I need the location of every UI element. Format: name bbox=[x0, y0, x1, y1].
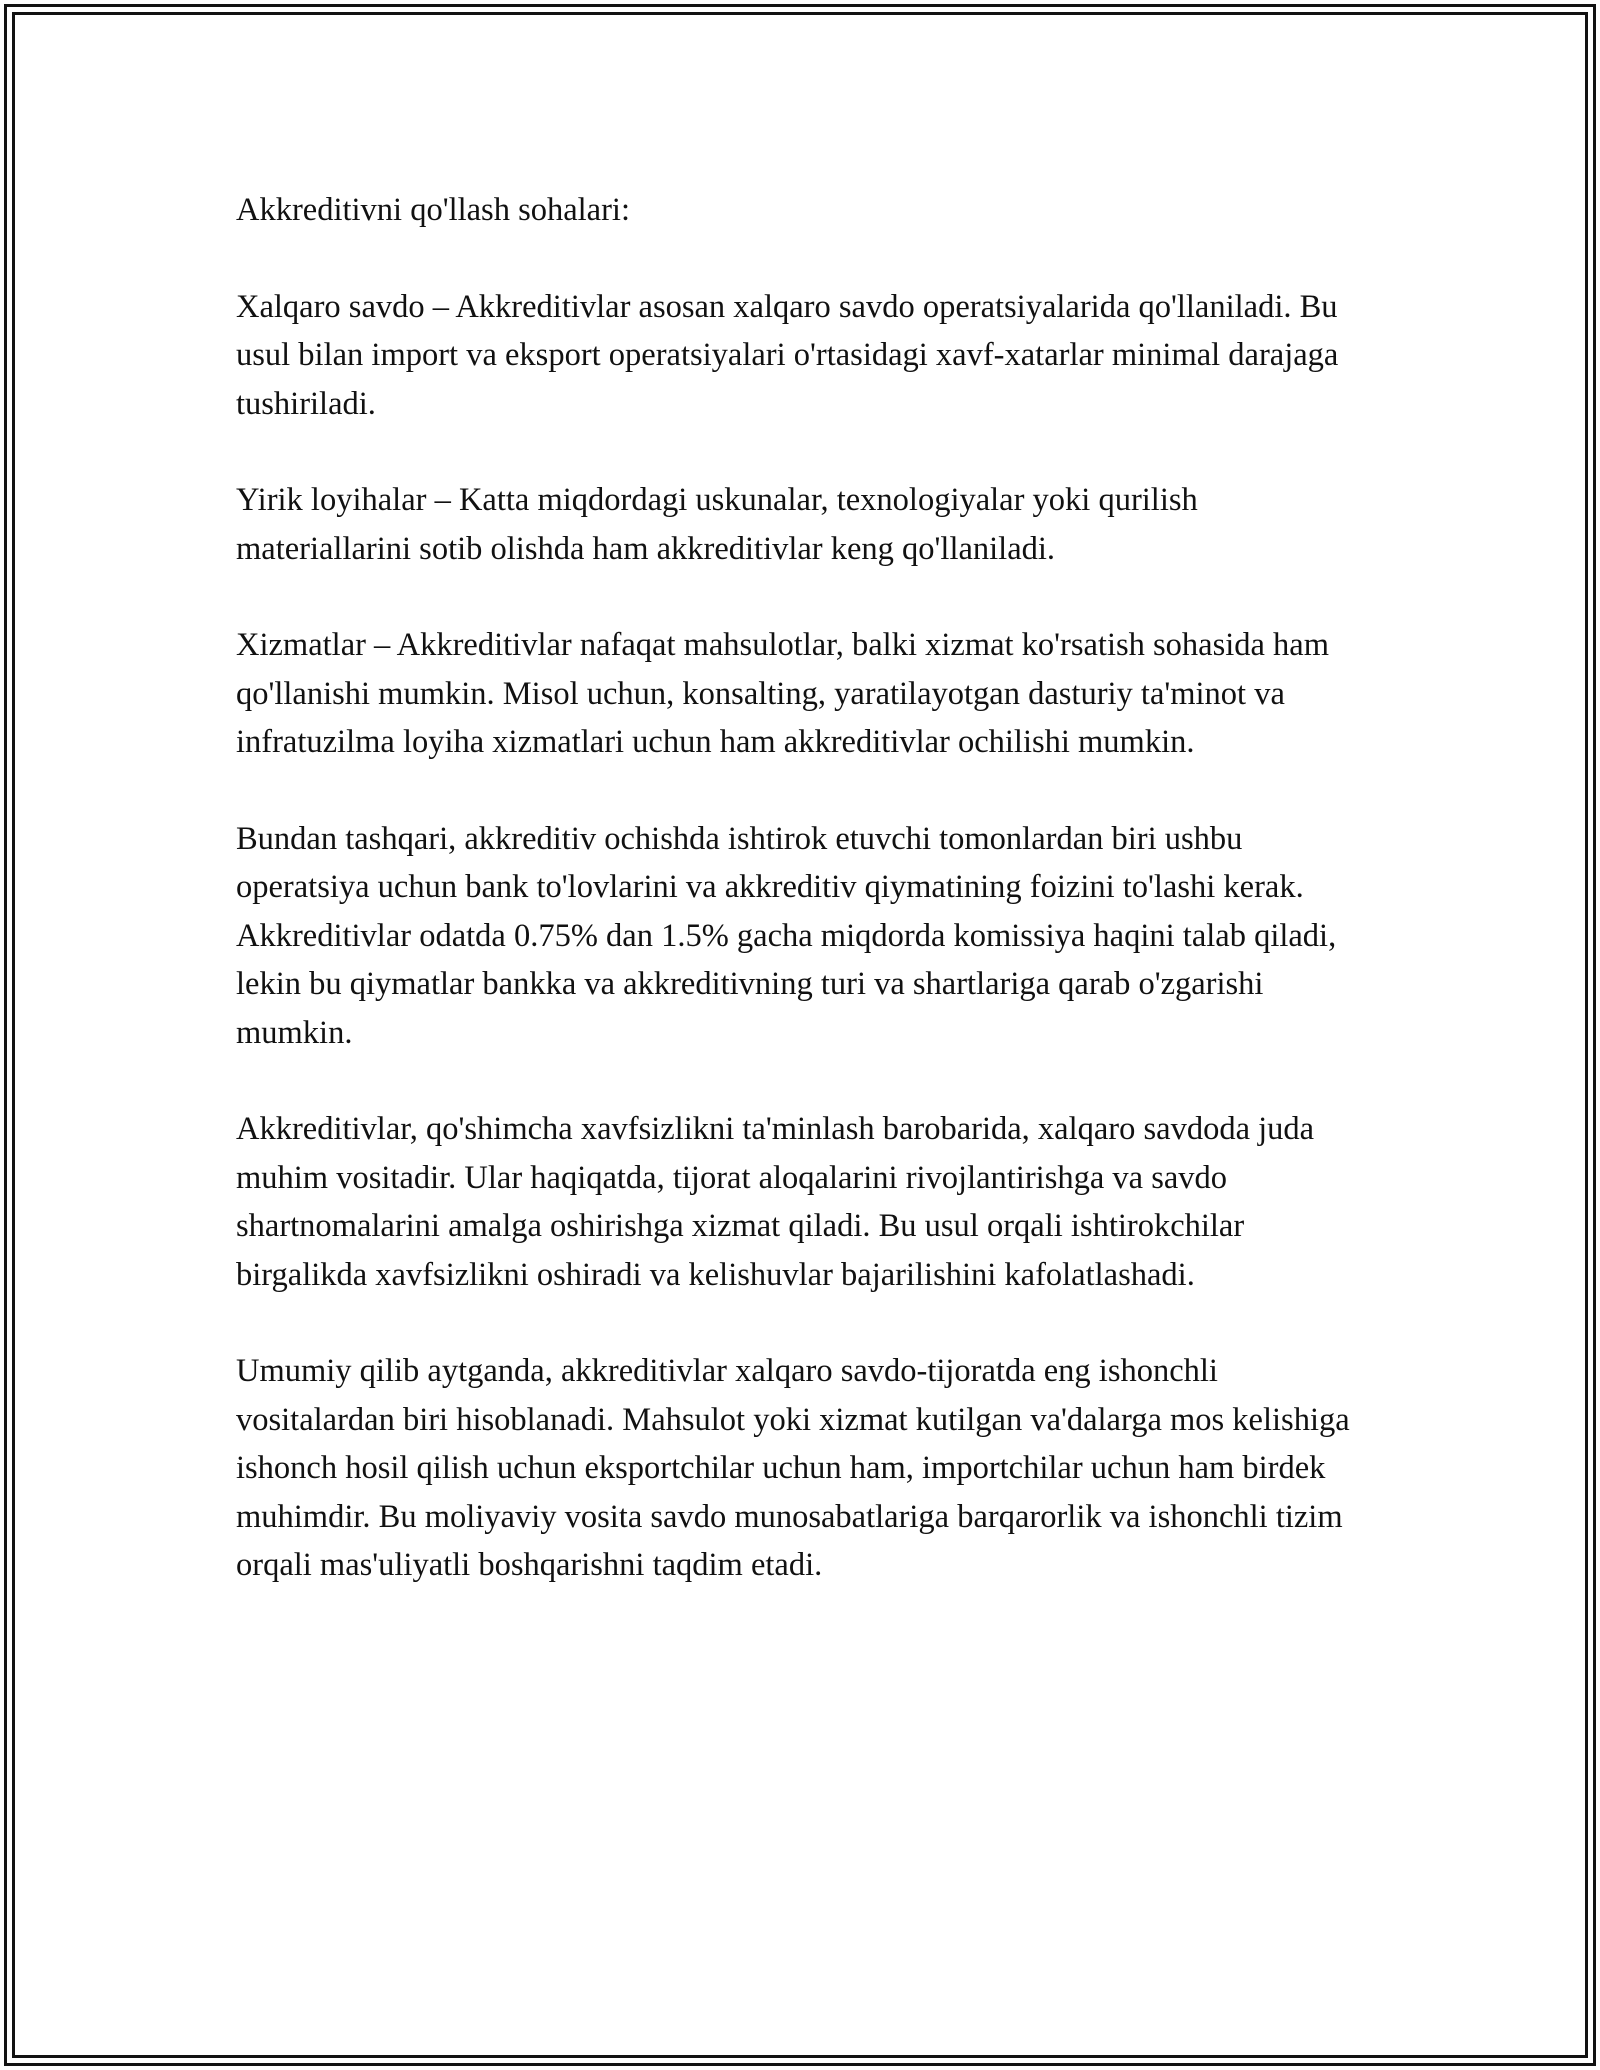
document-heading: Akkreditivni qo'llash sohalari: bbox=[236, 192, 630, 228]
document-body bbox=[236, 186, 1366, 1638]
paragraph-bank-tolovlari: Bundan tashqari, akkreditiv ochishda ishtirok etuvchi tomonlardan biri ushbu operatsiya uchun bank to'lovlarini va akkreditiv qiymatining foizini to'lashi kerak. Akkreditivlar odatda 0.75% dan 1.5% gacha miqdorda komissiya haqini talab qiladi, lekin bu qiymatlar bankka va akkreditivning turi va shartlariga qarab o'zgarishi mumkin. bbox=[236, 820, 1337, 1051]
paragraph-xalqaro-savdo: Xalqaro savdo – Akkreditivlar asosan xalqaro savdo operatsiyalarida qo'llaniladi. Bu usul bilan import va eksport operatsiyalari o'rtasidagi xavf-xatarlar minimal darajaga tushiriladi. bbox=[236, 288, 1339, 422]
paragraph-xizmatlar: Xizmatlar – Akkreditivlar nafaqat mahsulotlar, balki xizmat ko'rsatish sohasida ham qo'llanishi mumkin. Misol uchun, konsalting, yaratilayotgan dasturiy ta'minot va infratuzilma loyiha xizmatlari uchun ham akkreditivlar ochilishi mumkin. bbox=[236, 627, 1330, 760]
paragraph-yirik-loyihalar: Yirik loyihalar – Katta miqdordagi uskunalar, texnologiyalar yoki qurilish materiallarini sotib olishda ham akkreditivlar keng qo'llaniladi. bbox=[236, 482, 1198, 567]
paragraph-xavfsizlik: Akkreditivlar, qo'shimcha xavfsizlikni ta'minlash barobarida, xalqaro savdoda juda muhim vositadir. Ular haqiqatda, tijorat aloqalarini rivojlantirishga va savdo shartnomalarini amalga oshirishga xizmat qiladi. Bu usul orqali ishtirokchilar birgalikda xavfsizlikni oshiradi va kelishuvlar bajarilishini kafolatlashadi. bbox=[236, 1111, 1315, 1293]
paragraph-xulosa: Umumiy qilib aytganda, akkreditivlar xalqaro savdo-tijoratda eng ishonchli vositalardan biri hisoblanadi. Mahsulot yoki xizmat kutilgan va'dalarga mos kelishiga ishonch hosil qilish uchun eksportchilar uchun ham, importchilar uchun ham birdek muhimdir. Bu moliyaviy vosita savdo munosabatlariga barqarorlik va ishonchli tizim orqali mas'uliyatli boshqarishni taqdim etadi. bbox=[236, 1353, 1350, 1583]
